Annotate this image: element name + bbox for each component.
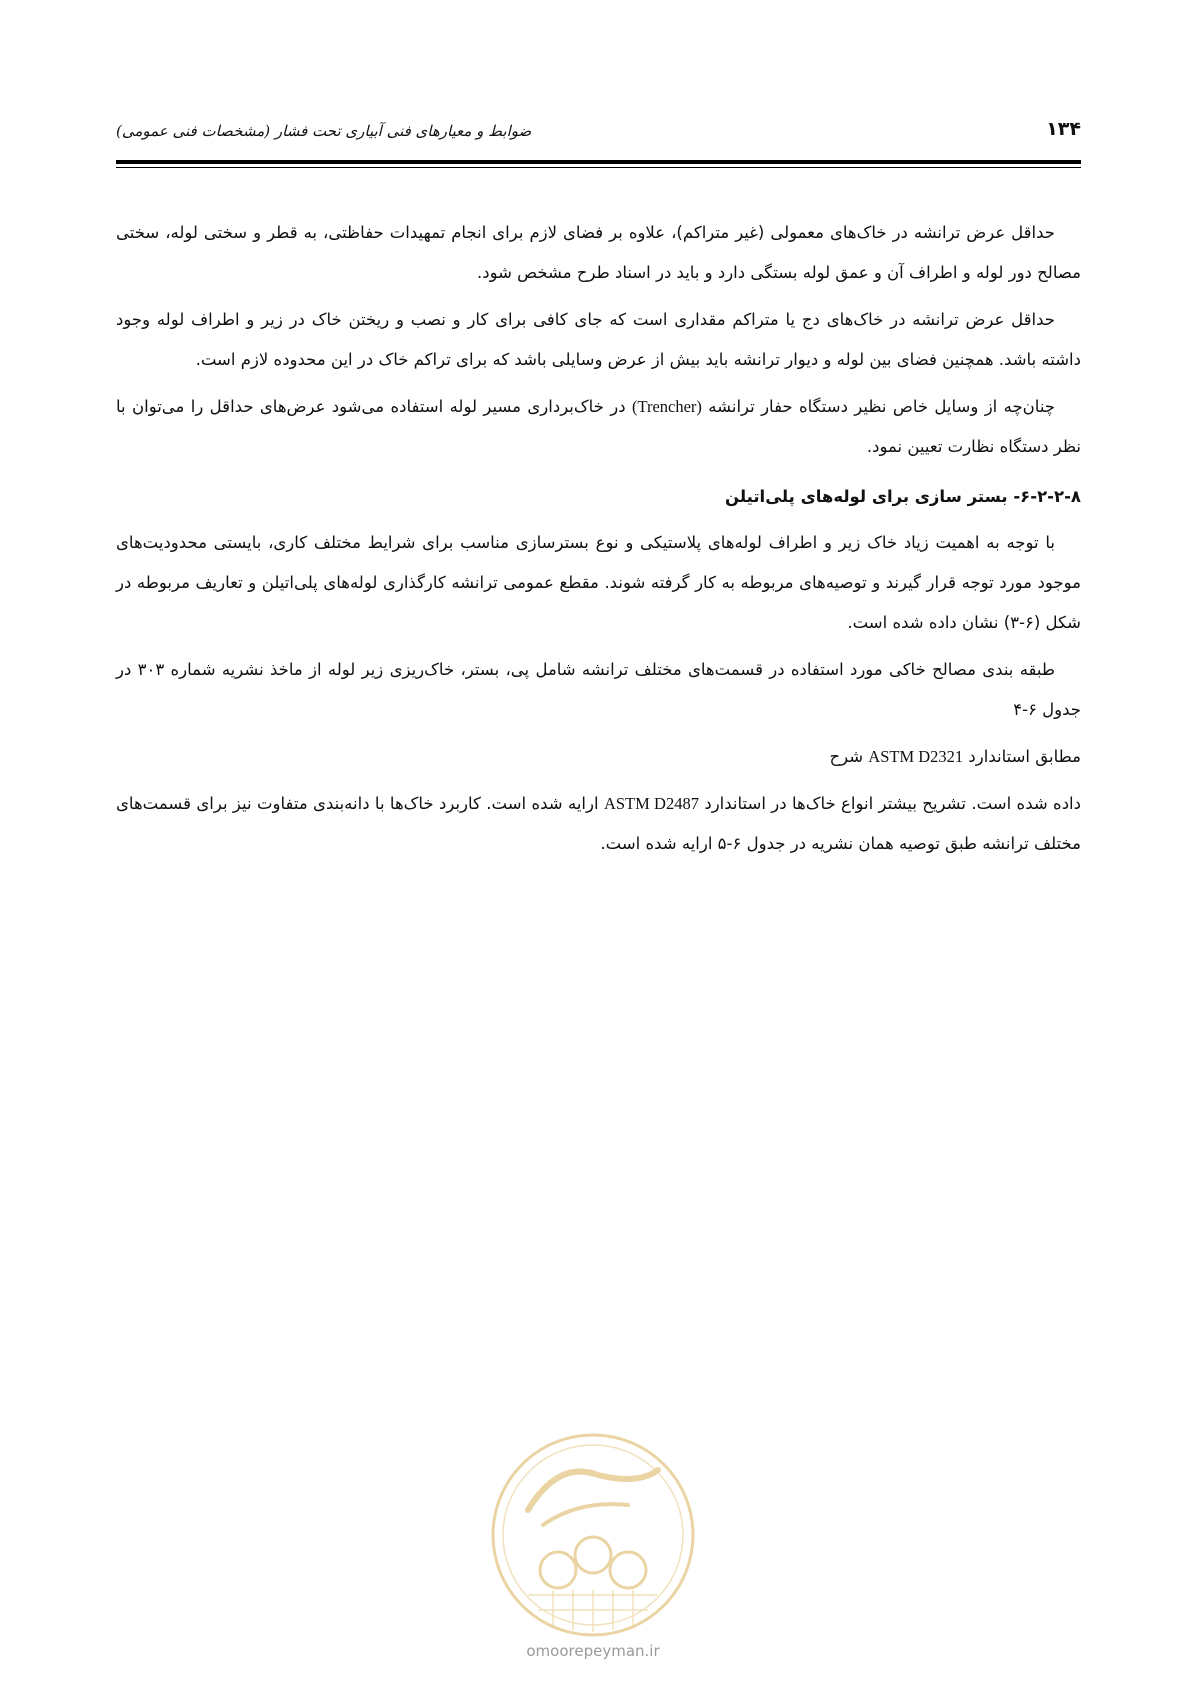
text-run: داده شده است. تشریح بیشتر انواع خاک‌ها در استاندارد <box>704 794 1081 813</box>
latin-term: ASTM D2487 <box>603 794 699 813</box>
text-run: در خاک‌برداری مسیر لوله استفاده می‌شود عرض‌های حداقل را می‌توان با نظر دستگاه نظارت تعیین نمود. <box>116 397 1081 456</box>
document-body <box>116 213 1081 871</box>
text-run: ارایه شده است. کاربرد خاک‌ها با دانه‌بندی متفاوت نیز برای قسمت‌های مختلف ترانشه طبق توصیه همان نشریه در جدول ۶-۵ ارایه شده است. <box>116 794 1081 853</box>
paragraph: طبقه بندی مصالح خاکی مورد استفاده در قسمت‌های مختلف ترانشه شامل پی، بستر، خاک‌ریزی زیر لوله از ماخذ نشریه شماره ۳۰۳ در جدول ۶-۴ <box>116 660 1081 719</box>
watermark-logo <box>488 1430 698 1640</box>
page-header <box>116 118 1081 148</box>
page-number: ۱۳۴ <box>1046 118 1081 140</box>
header-rule-thin <box>116 167 1081 168</box>
running-title: ضوابط و معیارهای فنی آبیاری تحت فشار (مشخصات فنی عمومی) <box>116 122 532 140</box>
text-run: چنان‌چه از وسایل خاص نظیر دستگاه حفار ترانشه <box>708 397 1055 416</box>
paragraph <box>116 737 1081 777</box>
latin-term: (Trencher) <box>631 397 702 416</box>
paragraph: حداقل عرض ترانشه در خاک‌های معمولی (غیر متراکم)، علاوه بر فضای لازم برای انجام تمهیدات حفاظتی، به قطر و سختی لوله، سختی مصالح دور لوله و اطراف آن و عمق لوله بستگی دارد و باید در اسناد طرح مشخص شود. <box>116 223 1081 282</box>
header-rule-thick <box>116 160 1081 164</box>
watermark-url: omoorepeyman.ir <box>526 1642 660 1660</box>
latin-term: ASTM D2321 <box>868 747 964 766</box>
paragraph <box>116 387 1081 467</box>
paragraph <box>116 784 1081 864</box>
text-run: مطابق استاندارد <box>968 747 1081 766</box>
paragraph: حداقل عرض ترانشه در خاک‌های دج یا متراکم مقداری است که جای کافی برای کار و نصب و ریختن خاک در زیر و اطراف لوله وجود داشته باشد. همچنین فضای بین لوله و دیوار ترانشه باید بیش از عرض وسایلی باشد که برای تراکم خاک در این محدوده لازم است. <box>116 310 1081 369</box>
paragraph: با توجه به اهمیت زیاد خاک زیر و اطراف لوله‌های پلاستیکی و نوع بسترسازی مناسب برای شرایط مختلف کاری، بایستی محدودیت‌های موجود مورد توجه قرار گیرند و توصیه‌های مربوطه به کار گرفته شوند. مقطع عمومی ترانشه کارگذاری لوله‌های پلی‌اتیلن و تعاریف مربوطه در شکل (۶-۳) نشان داده شده است. <box>116 533 1081 632</box>
text-run: شرح <box>829 747 864 766</box>
section-heading: ۶-۲-۲-۸- بستر سازی برای لوله‌های پلی‌اتیلن <box>725 487 1081 506</box>
